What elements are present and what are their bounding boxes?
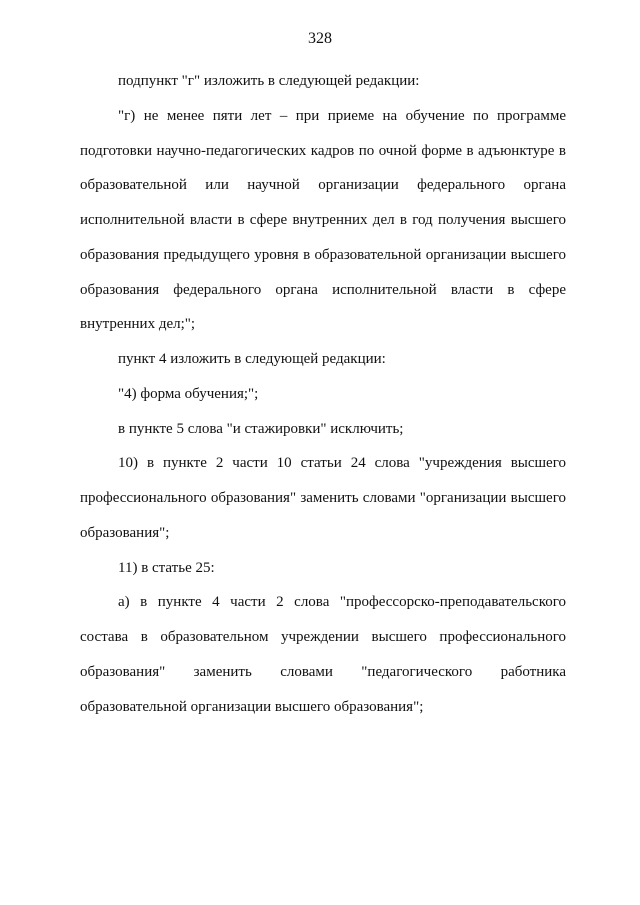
document-body [80,64,566,724]
paragraph-subitem-g-text: "г) не менее пяти лет – при приеме на обучение по программе подготовки научно-педагогических кадров по очной форме в адъюнктуре в образовательной или научной организации федерального органа исполнительной власти в сфере внутренних дел в год получения высшего образования предыдущего уровня в образовательной организации высшего образования федерального органа исполнительной власти в сфере внутренних дел;"; [80,107,566,333]
paragraph-item-5: в пункте 5 слова "и стажировки" исключить; [118,420,404,437]
paragraph-point-10: 10) в пункте 2 части 10 статьи 24 слова "учреждения высшего профессионального образования" заменить словами "организации высшего образования"; [80,455,566,541]
paragraph-item-4-intro: пункт 4 изложить в следующей редакции: [118,351,386,367]
page-number: 328 [308,30,332,47]
paragraph-point-11-a: а) в пункте 4 части 2 слова "профессорско-преподавательского состава в образовательном учреждении высшего профессионального образования" заменить словами "педагогического работника образовательной организации высшего образования"; [80,594,566,715]
paragraph-item-4-text: "4) форма обучения;"; [118,385,259,402]
paragraph-point-11: 11) в статье 25: [118,559,215,576]
paragraph-subitem-g-intro: подпункт "г" изложить в следующей редакции: [118,73,420,89]
